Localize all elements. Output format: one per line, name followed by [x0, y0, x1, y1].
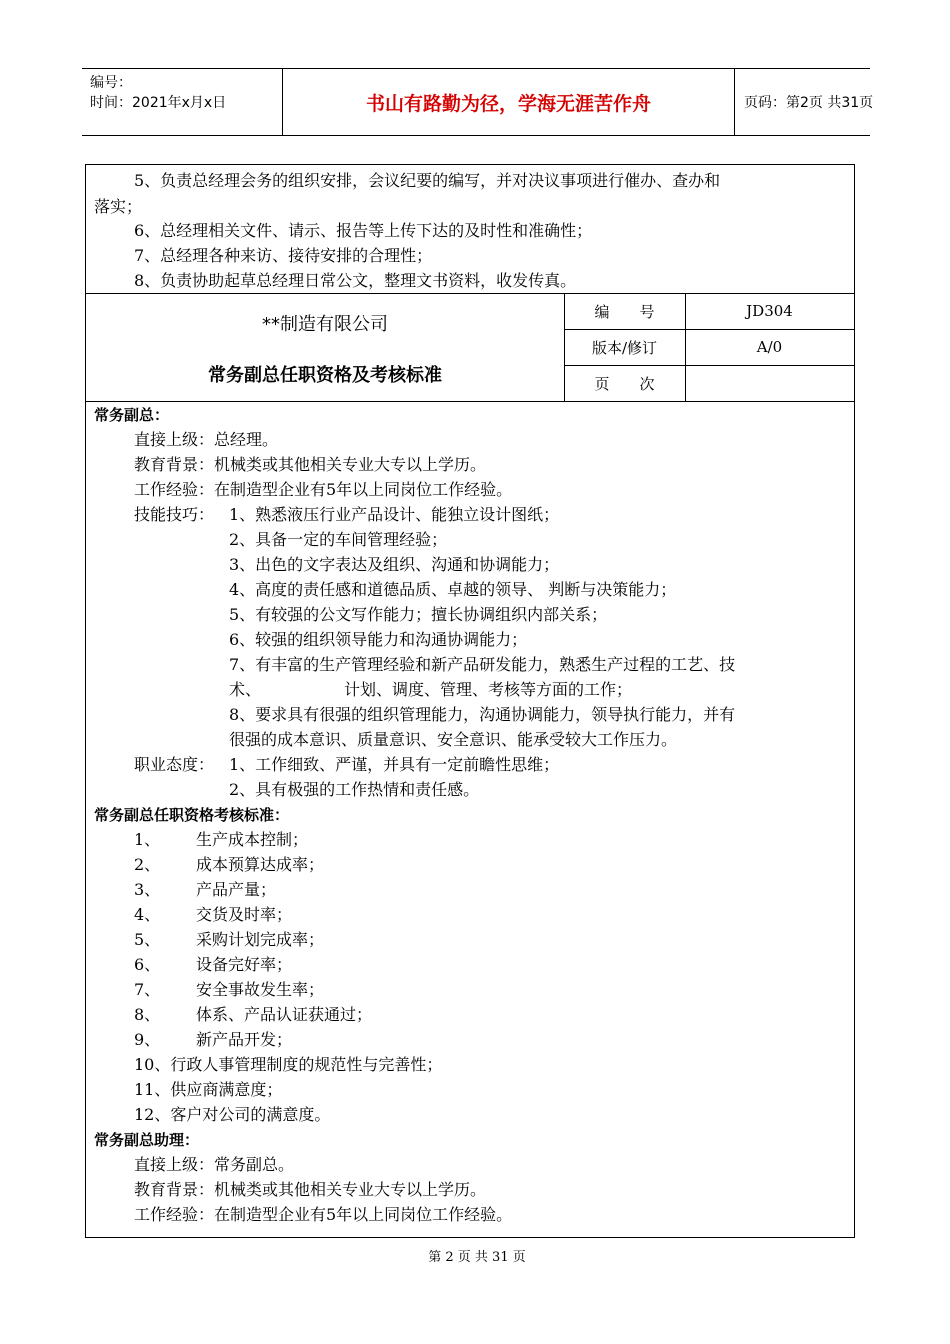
criteria-text: 安全事故发生率； [196, 980, 325, 999]
header-motto: 书山有路勤为径，学海无涯苦作舟 [282, 69, 735, 135]
criteria-item: 11、供应商满意度； [134, 1080, 283, 1099]
header-page-info: 页码：第2页 共31页 [744, 95, 874, 111]
criteria-num: 9、 [134, 1030, 161, 1049]
header-number-label: 编号： [90, 75, 132, 91]
duty-line: 8、负责协助起草总经理日常公文，整理文书资料，收发传真。 [134, 271, 577, 290]
skill-item: 很强的成本意识、质量意识、安全意识、能承受较大工作压力。 [229, 730, 678, 749]
vp-heading: 常务副总： [94, 406, 170, 424]
duty-line: 5、负责总经理会务的组织安排，会议纪要的编写，并对决议事项进行催办、查办和 [134, 171, 721, 190]
criteria-num: 8、 [134, 1005, 161, 1024]
criteria-num: 4、 [134, 905, 161, 924]
skill-item: 4、高度的责任感和道德品质、卓越的领导、 判断与决策能力； [229, 580, 677, 599]
criteria-num: 5、 [134, 930, 161, 949]
skill-item: 6、较强的组织领导能力和沟通协调能力； [229, 630, 528, 649]
criteria-num: 3、 [134, 880, 161, 899]
header-date: 时间：2021年x月x日 [90, 95, 227, 111]
assistant-experience: 工作经验：在制造型企业有5年以上同岗位工作经验。 [134, 1205, 513, 1224]
vp-experience: 工作经验：在制造型企业有5年以上同岗位工作经验。 [134, 480, 513, 499]
assistant-education: 教育背景：机械类或其他相关专业大专以上学历。 [134, 1180, 487, 1199]
skill-item: 1、熟悉液压行业产品设计、能独立设计图纸； [229, 505, 560, 524]
criteria-text: 成本预算达成率； [196, 855, 325, 874]
attitude-item: 1、工作细致、严谨，并具有一定前瞻性思维； [229, 755, 560, 774]
criteria-num: 7、 [134, 980, 161, 999]
duty-line: 7、总经理各种来访、接待安排的合理性； [134, 246, 433, 265]
attitude-item: 2、具有极强的工作热情和责任感。 [229, 780, 480, 799]
page-header [82, 68, 874, 136]
criteria-item: 12、客户对公司的满意度。 [134, 1105, 331, 1124]
number-label: 编 号 [594, 302, 655, 321]
duty-line: 6、总经理相关文件、请示、报告等上传下达的及时性和准确性； [134, 221, 593, 240]
document-frame [85, 164, 855, 1238]
section-divider [86, 401, 854, 402]
vp-supervisor: 直接上级：总经理。 [134, 430, 279, 449]
criteria-text: 新产品开发； [196, 1030, 293, 1049]
criteria-heading: 常务副总任职资格考核标准： [94, 806, 290, 824]
criteria-text: 体系、产品认证获通过； [196, 1005, 373, 1024]
criteria-text: 生产成本控制； [196, 830, 309, 849]
company-name: **制造有限公司 [262, 314, 388, 335]
document-title: 常务副总任职资格及考核标准 [208, 365, 442, 386]
assistant-supervisor: 直接上级：常务副总。 [134, 1155, 295, 1174]
vp-education: 教育背景：机械类或其他相关专业大专以上学历。 [134, 455, 487, 474]
skill-item: 计划、调度、管理、考核等方面的工作； [344, 680, 633, 699]
duty-line: 落实； [94, 197, 143, 216]
page-footer: 第 2 页 共 31 页 [428, 1250, 526, 1265]
criteria-num: 1、 [134, 830, 161, 849]
criteria-text: 交货及时率； [196, 905, 293, 924]
vp-skills-label: 技能技巧： [134, 505, 215, 524]
criteria-text: 设备完好率； [196, 955, 293, 974]
header-meta [82, 69, 282, 135]
assistant-heading: 常务副总助理： [94, 1131, 200, 1149]
criteria-num: 2、 [134, 855, 161, 874]
criteria-text: 采购计划完成率； [196, 930, 325, 949]
skill-item: 2、具备一定的车间管理经验； [229, 530, 448, 549]
skill-item: 5、有较强的公文写作能力；擅长协调组织内部关系； [229, 605, 608, 624]
skill-item: 3、出色的文字表达及组织、沟通和协调能力； [229, 555, 560, 574]
criteria-num: 6、 [134, 955, 161, 974]
version-label: 版本/修订 [591, 338, 658, 357]
skill-item: 7、有丰富的生产管理经验和新产品研发能力，熟悉生产过程的工艺、技 [229, 655, 736, 674]
criteria-text: 产品产量； [196, 880, 277, 899]
number-value: JD304 [746, 302, 793, 320]
criteria-item: 10、行政人事管理制度的规范性与完善性； [134, 1055, 443, 1074]
page-value [685, 365, 854, 401]
version-value: A/0 [756, 338, 783, 356]
skill-item: 8、要求具有很强的组织管理能力，沟通协调能力，领导执行能力，并有 [229, 705, 736, 724]
page-label: 页 次 [594, 374, 655, 393]
vp-attitude-label: 职业态度： [134, 755, 215, 774]
skill-item: 术、 [229, 680, 262, 699]
